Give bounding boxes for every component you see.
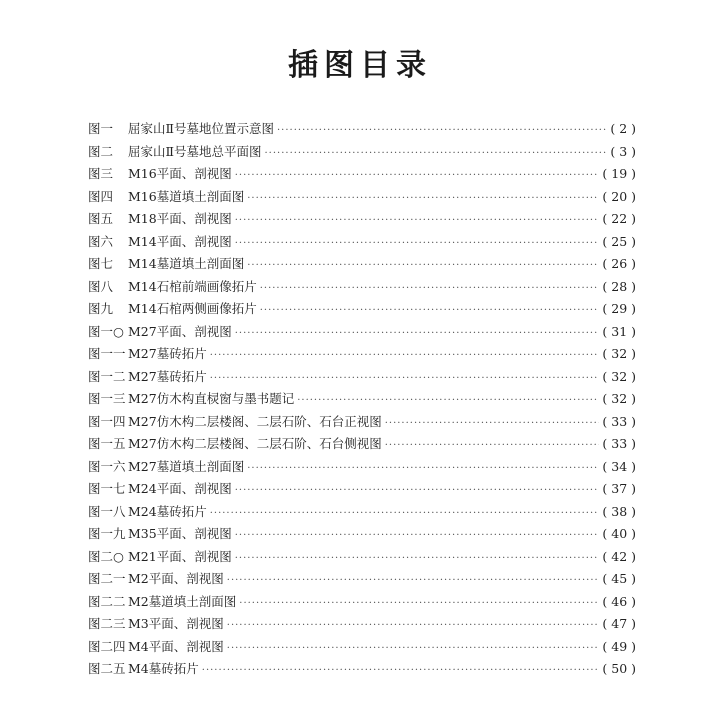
page-number: ( 45 ) — [602, 571, 636, 586]
list-item[interactable] — [88, 231, 636, 254]
page-number: ( 38 ) — [602, 503, 636, 519]
page-number: ( 37 ) — [602, 481, 636, 496]
dot-leader — [260, 278, 600, 301]
page-number: ( 42 ) — [602, 548, 636, 564]
page-number: ( 49 ) — [602, 638, 636, 654]
list-item[interactable] — [88, 501, 636, 524]
figure-number: 图三 — [88, 166, 114, 181]
figure-title: M24墓砖拓片 — [128, 503, 207, 519]
dot-leader — [235, 480, 600, 503]
figure-number: 图一○ — [88, 323, 124, 339]
figure-title: M18平面、剖视图 — [128, 211, 232, 226]
page-title: 插图目录 — [288, 48, 432, 83]
dot-leader — [210, 345, 600, 368]
page-number: ( 47 ) — [602, 616, 636, 631]
list-item[interactable] — [88, 276, 636, 299]
page-number: ( 32 ) — [602, 346, 636, 361]
figure-number: 图二一 — [88, 571, 126, 586]
figure-title: M27仿木构二层楼阁、二层石阶、石台侧视图 — [128, 436, 382, 451]
list-item[interactable] — [88, 388, 636, 411]
figure-title: 屈家山Ⅱ号墓地总平面图 — [128, 143, 262, 159]
figure-title: M21平面、剖视图 — [128, 548, 232, 564]
figure-title: 屈家山Ⅱ号墓地位置示意图 — [128, 121, 274, 136]
page-number: ( 33 ) — [602, 413, 636, 429]
page-number: ( 33 ) — [602, 436, 636, 451]
list-item[interactable] — [88, 163, 636, 186]
dot-leader — [247, 188, 599, 211]
figure-number: 图二○ — [88, 548, 124, 564]
figure-number: 图四 — [88, 188, 114, 204]
dot-leader — [277, 120, 607, 143]
figure-number: 图九 — [88, 301, 114, 316]
figure-number: 图八 — [88, 278, 114, 294]
figure-number: 图五 — [88, 211, 114, 226]
figure-list — [88, 118, 636, 681]
figure-title: M14石棺两侧画像拓片 — [128, 301, 257, 316]
dot-leader — [235, 323, 600, 346]
figure-number: 图一一 — [88, 346, 126, 361]
page-number: ( 19 ) — [602, 166, 636, 181]
list-item[interactable] — [88, 568, 636, 591]
page-number: ( 46 ) — [602, 593, 636, 609]
page-number: ( 40 ) — [602, 526, 636, 541]
list-item[interactable] — [88, 343, 636, 366]
dot-leader — [227, 638, 600, 661]
figure-number: 图二三 — [88, 616, 126, 631]
figure-number: 图一七 — [88, 481, 126, 496]
dot-leader — [235, 548, 600, 571]
list-item[interactable] — [88, 636, 636, 659]
list-item[interactable] — [88, 411, 636, 434]
list-item[interactable] — [88, 298, 636, 321]
figure-number: 图二 — [88, 143, 114, 159]
figure-title: M14墓道填土剖面图 — [128, 256, 245, 271]
page-number: ( 29 ) — [602, 301, 636, 316]
figure-number: 图七 — [88, 256, 114, 271]
list-item[interactable] — [88, 658, 636, 681]
figure-title: M35平面、剖视图 — [128, 526, 232, 541]
dot-leader — [297, 390, 599, 413]
dot-leader — [235, 525, 600, 548]
figure-title: M27墓道填土剖面图 — [128, 458, 245, 474]
page-number: ( 22 ) — [602, 211, 636, 226]
figure-number: 图六 — [88, 233, 114, 249]
figure-number: 图一三 — [88, 391, 126, 406]
dot-leader — [235, 165, 600, 188]
dot-leader — [247, 255, 599, 278]
list-item[interactable] — [88, 613, 636, 636]
figure-number: 图二二 — [88, 593, 126, 609]
dot-leader — [385, 413, 600, 436]
figure-number: 图一六 — [88, 458, 126, 474]
dot-leader — [210, 503, 600, 526]
figure-title: M27墓砖拓片 — [128, 368, 207, 384]
list-item[interactable] — [88, 478, 636, 501]
figure-title: M27仿木构直棂窗与墨书题记 — [128, 391, 295, 406]
list-item[interactable] — [88, 118, 636, 141]
dot-leader — [239, 593, 599, 616]
page-number: ( 28 ) — [602, 278, 636, 294]
dot-leader — [247, 458, 599, 481]
page-number: ( 20 ) — [602, 188, 636, 204]
figure-number: 图一九 — [88, 526, 126, 541]
figure-title: M24平面、剖视图 — [128, 481, 232, 496]
dot-leader — [385, 435, 600, 458]
figure-title: M4墓砖拓片 — [128, 661, 199, 676]
dot-leader — [235, 210, 600, 233]
figure-title: M3平面、剖视图 — [128, 616, 224, 631]
list-item[interactable] — [88, 321, 636, 344]
dot-leader — [227, 570, 600, 593]
page-number: ( 34 ) — [602, 458, 636, 474]
list-item[interactable] — [88, 141, 636, 164]
page-number: ( 25 ) — [602, 233, 636, 249]
figure-title: M27墓砖拓片 — [128, 346, 207, 361]
list-item[interactable] — [88, 366, 636, 389]
list-item[interactable] — [88, 591, 636, 614]
figure-number: 图二四 — [88, 638, 126, 654]
page-number: ( 32 ) — [602, 368, 636, 384]
page-number: ( 2 ) — [610, 121, 636, 136]
figure-number: 图二五 — [88, 661, 126, 676]
figure-number: 图一四 — [88, 413, 126, 429]
figure-title: M27平面、剖视图 — [128, 323, 232, 339]
figure-title: M16墓道填土剖面图 — [128, 188, 245, 204]
page-number: ( 31 ) — [602, 323, 636, 339]
page-number: ( 3 ) — [610, 143, 636, 159]
figure-title: M2墓道填土剖面图 — [128, 593, 237, 609]
list-item[interactable] — [88, 456, 636, 479]
dot-leader — [210, 368, 600, 391]
list-item[interactable] — [88, 433, 636, 456]
figure-number: 图一八 — [88, 503, 126, 519]
figure-number: 图一二 — [88, 368, 126, 384]
dot-leader — [227, 615, 600, 638]
page-number: ( 50 ) — [602, 661, 636, 676]
list-item[interactable] — [88, 208, 636, 231]
page-number: ( 32 ) — [602, 391, 636, 406]
dot-leader — [235, 233, 600, 256]
figure-title: M14石棺前端画像拓片 — [128, 278, 257, 294]
dot-leader — [202, 660, 600, 683]
figure-title: M4平面、剖视图 — [128, 638, 224, 654]
figure-number: 图一 — [88, 121, 114, 136]
dot-leader — [260, 300, 600, 323]
figure-title: M16平面、剖视图 — [128, 166, 232, 181]
list-item[interactable] — [88, 546, 636, 569]
dot-leader — [265, 143, 608, 166]
list-item[interactable] — [88, 523, 636, 546]
figure-title: M14平面、剖视图 — [128, 233, 232, 249]
list-item[interactable] — [88, 253, 636, 276]
list-item[interactable] — [88, 186, 636, 209]
figure-title: M2平面、剖视图 — [128, 571, 224, 586]
page-number: ( 26 ) — [602, 256, 636, 271]
figure-title: M27仿木构二层楼阁、二层石阶、石台正视图 — [128, 413, 382, 429]
figure-number: 图一五 — [88, 436, 126, 451]
